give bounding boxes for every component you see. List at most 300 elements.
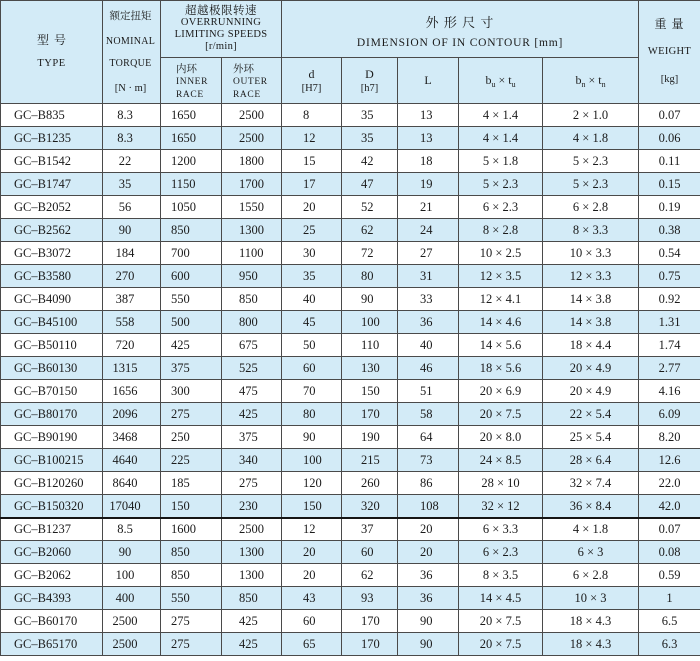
cell-outer-diameter-d: 100 xyxy=(342,311,398,334)
cell-keyway-bu-tu: 18 × 5.6 xyxy=(459,357,543,380)
cell-nominal-torque: 3468 xyxy=(103,426,161,449)
table-row xyxy=(1,173,700,196)
table-row xyxy=(1,265,700,288)
cell-weight: 0.38 xyxy=(639,219,700,242)
cell-keyway-bu-tu: 14 × 4.6 xyxy=(459,311,543,334)
header-speeds-zh: 超越极限转速 xyxy=(185,5,257,17)
cell-length-l: 36 xyxy=(398,587,459,610)
table-row xyxy=(1,472,700,495)
header-dimension-en: DIMENSION OF IN CONTOUR [mm] xyxy=(356,37,564,49)
header-tu-t: t xyxy=(508,72,512,87)
cell-nominal-torque: 35 xyxy=(103,173,161,196)
header-inner-en-1: INNER xyxy=(176,77,209,87)
cell-keyway-bu-tu: 20 × 6.9 xyxy=(459,380,543,403)
cell-weight: 1.74 xyxy=(639,334,700,357)
cell-bore-d: 50 xyxy=(282,334,342,357)
cell-keyway-bn-tn: 18 × 4.3 xyxy=(543,633,639,656)
cell-inner-race-speed: 1150 xyxy=(161,173,222,196)
cell-type: GC–B100215 xyxy=(1,449,103,472)
cell-keyway-bn-tn: 8 × 3.3 xyxy=(543,219,639,242)
cell-weight: 6.5 xyxy=(639,610,700,633)
cell-nominal-torque: 720 xyxy=(103,334,161,357)
header-weight-en: WEIGHT xyxy=(647,46,692,57)
cell-weight: 0.07 xyxy=(639,518,700,541)
cell-nominal-torque: 90 xyxy=(103,219,161,242)
header-nominal-torque xyxy=(103,1,161,104)
header-keyway-bn-tn xyxy=(543,58,639,104)
cell-bore-d: 30 xyxy=(282,242,342,265)
cell-keyway-bu-tu: 5 × 1.8 xyxy=(459,150,543,173)
header-tn-sub: n xyxy=(601,79,606,89)
cell-weight: 1.31 xyxy=(639,311,700,334)
cell-keyway-bu-tu: 6 × 2.3 xyxy=(459,196,543,219)
cell-nominal-torque: 2096 xyxy=(103,403,161,426)
cell-inner-race-speed: 700 xyxy=(161,242,222,265)
cell-bore-d: 70 xyxy=(282,380,342,403)
cell-outer-diameter-d: 130 xyxy=(342,357,398,380)
cell-weight: 0.11 xyxy=(639,150,700,173)
cell-keyway-bn-tn: 10 × 3.3 xyxy=(543,242,639,265)
cell-outer-diameter-d: 47 xyxy=(342,173,398,196)
cell-keyway-bu-tu: 10 × 2.5 xyxy=(459,242,543,265)
table-row xyxy=(1,449,700,472)
cell-bore-d: 80 xyxy=(282,403,342,426)
cell-length-l: 18 xyxy=(398,150,459,173)
header-outer-en-1: OUTER xyxy=(233,77,268,87)
cell-weight: 6.09 xyxy=(639,403,700,426)
cell-keyway-bn-tn: 20 × 4.9 xyxy=(543,357,639,380)
cell-length-l: 33 xyxy=(398,288,459,311)
header-speeds-en-1: OVERRUNNING xyxy=(180,17,262,28)
header-bu-b: b xyxy=(485,72,492,87)
cell-bore-d: 8 xyxy=(282,104,342,127)
cell-type: GC–B70150 xyxy=(1,380,103,403)
header-outer-diameter-d xyxy=(342,58,398,104)
header-type-en: TYPE xyxy=(37,58,66,69)
header-outer-zh: 外环 xyxy=(233,64,254,75)
cell-type: GC–B120260 xyxy=(1,472,103,495)
cell-length-l: 73 xyxy=(398,449,459,472)
cell-outer-diameter-d: 93 xyxy=(342,587,398,610)
table-row xyxy=(1,150,700,173)
header-bn-times: × xyxy=(588,72,596,87)
header-tn-t: t xyxy=(598,72,602,87)
cell-keyway-bn-tn: 36 × 8.4 xyxy=(543,495,639,518)
cell-keyway-bn-tn: 5 × 2.3 xyxy=(543,173,639,196)
cell-outer-race-speed: 1300 xyxy=(222,219,282,242)
cell-outer-race-speed: 1700 xyxy=(222,173,282,196)
cell-type: GC–B4393 xyxy=(1,587,103,610)
cell-length-l: 58 xyxy=(398,403,459,426)
cell-type: GC–B2062 xyxy=(1,564,103,587)
cell-inner-race-speed: 300 xyxy=(161,380,222,403)
cell-bore-d: 35 xyxy=(282,265,342,288)
cell-keyway-bn-tn: 6 × 3 xyxy=(543,541,639,564)
cell-outer-race-speed: 425 xyxy=(222,610,282,633)
cell-inner-race-speed: 375 xyxy=(161,357,222,380)
cell-length-l: 64 xyxy=(398,426,459,449)
cell-outer-race-speed: 1800 xyxy=(222,150,282,173)
cell-weight: 6.3 xyxy=(639,633,700,656)
table-row xyxy=(1,495,700,518)
cell-weight: 4.16 xyxy=(639,380,700,403)
cell-nominal-torque: 2500 xyxy=(103,610,161,633)
cell-keyway-bn-tn: 20 × 4.9 xyxy=(543,380,639,403)
cell-keyway-bn-tn: 14 × 3.8 xyxy=(543,288,639,311)
header-big-d-label: D xyxy=(365,67,374,81)
cell-keyway-bu-tu: 6 × 2.3 xyxy=(459,541,543,564)
cell-inner-race-speed: 1600 xyxy=(161,518,222,541)
cell-weight: 0.15 xyxy=(639,173,700,196)
cell-bore-d: 20 xyxy=(282,196,342,219)
cell-outer-race-speed: 675 xyxy=(222,334,282,357)
header-tu-sub: u xyxy=(511,79,516,89)
header-bn-b: b xyxy=(575,72,582,87)
table-row xyxy=(1,633,700,656)
cell-length-l: 46 xyxy=(398,357,459,380)
cell-length-l: 20 xyxy=(398,541,459,564)
header-length-l xyxy=(398,58,459,104)
cell-keyway-bn-tn: 5 × 2.3 xyxy=(543,150,639,173)
header-bn-sub: n xyxy=(581,79,586,89)
cell-keyway-bn-tn: 12 × 3.3 xyxy=(543,265,639,288)
header-row-top xyxy=(1,1,700,58)
cell-type: GC–B2052 xyxy=(1,196,103,219)
cell-inner-race-speed: 550 xyxy=(161,587,222,610)
header-torque-unit: [N · m] xyxy=(114,83,147,94)
table-row xyxy=(1,127,700,150)
cell-type: GC–B45100 xyxy=(1,311,103,334)
cell-weight: 12.6 xyxy=(639,449,700,472)
cell-inner-race-speed: 1650 xyxy=(161,104,222,127)
cell-outer-diameter-d: 170 xyxy=(342,610,398,633)
cell-type: GC–B3072 xyxy=(1,242,103,265)
cell-outer-diameter-d: 35 xyxy=(342,104,398,127)
cell-outer-race-speed: 2500 xyxy=(222,104,282,127)
cell-inner-race-speed: 250 xyxy=(161,426,222,449)
cell-bore-d: 60 xyxy=(282,610,342,633)
cell-bore-d: 43 xyxy=(282,587,342,610)
header-inner-race xyxy=(161,58,222,104)
cell-length-l: 13 xyxy=(398,104,459,127)
cell-inner-race-speed: 275 xyxy=(161,403,222,426)
cell-length-l: 24 xyxy=(398,219,459,242)
cell-keyway-bn-tn: 22 × 5.4 xyxy=(543,403,639,426)
table-row xyxy=(1,587,700,610)
cell-keyway-bu-tu: 8 × 3.5 xyxy=(459,564,543,587)
cell-outer-race-speed: 375 xyxy=(222,426,282,449)
cell-keyway-bu-tu: 12 × 3.5 xyxy=(459,265,543,288)
cell-nominal-torque: 56 xyxy=(103,196,161,219)
cell-outer-race-speed: 2500 xyxy=(222,518,282,541)
cell-bore-d: 25 xyxy=(282,219,342,242)
cell-outer-race-speed: 475 xyxy=(222,380,282,403)
cell-weight: 0.75 xyxy=(639,265,700,288)
cell-outer-race-speed: 1100 xyxy=(222,242,282,265)
header-l-label: L xyxy=(424,73,432,87)
cell-weight: 22.0 xyxy=(639,472,700,495)
cell-outer-diameter-d: 215 xyxy=(342,449,398,472)
cell-nominal-torque: 17040 xyxy=(103,495,161,518)
cell-keyway-bu-tu: 6 × 3.3 xyxy=(459,518,543,541)
table-row xyxy=(1,380,700,403)
header-weight-zh: 重 量 xyxy=(654,17,685,31)
cell-bore-d: 15 xyxy=(282,150,342,173)
table-row xyxy=(1,564,700,587)
cell-type: GC–B1747 xyxy=(1,173,103,196)
cell-weight: 8.20 xyxy=(639,426,700,449)
cell-type: GC–B3580 xyxy=(1,265,103,288)
cell-inner-race-speed: 225 xyxy=(161,449,222,472)
cell-bore-d: 100 xyxy=(282,449,342,472)
cell-type: GC–B80170 xyxy=(1,403,103,426)
cell-outer-race-speed: 950 xyxy=(222,265,282,288)
cell-keyway-bn-tn: 28 × 6.4 xyxy=(543,449,639,472)
cell-keyway-bn-tn: 18 × 4.3 xyxy=(543,610,639,633)
cell-outer-race-speed: 2500 xyxy=(222,127,282,150)
cell-keyway-bn-tn: 32 × 7.4 xyxy=(543,472,639,495)
header-d-label: d xyxy=(308,67,315,81)
cell-keyway-bu-tu: 24 × 8.5 xyxy=(459,449,543,472)
cell-bore-d: 150 xyxy=(282,495,342,518)
cell-keyway-bu-tu: 20 × 7.5 xyxy=(459,403,543,426)
cell-nominal-torque: 8.3 xyxy=(103,127,161,150)
table-row xyxy=(1,242,700,265)
cell-outer-race-speed: 340 xyxy=(222,449,282,472)
cell-outer-diameter-d: 320 xyxy=(342,495,398,518)
cell-length-l: 31 xyxy=(398,265,459,288)
header-d-tolerance: [H7] xyxy=(301,83,322,94)
table-row xyxy=(1,196,700,219)
cell-outer-diameter-d: 170 xyxy=(342,633,398,656)
cell-nominal-torque: 1656 xyxy=(103,380,161,403)
cell-keyway-bn-tn: 4 × 1.8 xyxy=(543,518,639,541)
header-dimension xyxy=(282,1,639,58)
table-row xyxy=(1,311,700,334)
cell-outer-diameter-d: 190 xyxy=(342,426,398,449)
cell-bore-d: 20 xyxy=(282,564,342,587)
table-header xyxy=(1,1,700,104)
table-row xyxy=(1,288,700,311)
cell-outer-diameter-d: 150 xyxy=(342,380,398,403)
cell-weight: 0.59 xyxy=(639,564,700,587)
cell-outer-diameter-d: 60 xyxy=(342,541,398,564)
cell-length-l: 13 xyxy=(398,127,459,150)
cell-keyway-bn-tn: 18 × 4.4 xyxy=(543,334,639,357)
cell-keyway-bu-tu: 8 × 2.8 xyxy=(459,219,543,242)
cell-keyway-bu-tu: 5 × 2.3 xyxy=(459,173,543,196)
cell-keyway-bu-tu: 4 × 1.4 xyxy=(459,104,543,127)
header-weight-unit: [kg] xyxy=(660,74,679,85)
cell-keyway-bn-tn: 10 × 3 xyxy=(543,587,639,610)
cell-outer-diameter-d: 37 xyxy=(342,518,398,541)
header-outer-race xyxy=(222,58,282,104)
header-dimension-zh: 外 形 尺 寸 xyxy=(425,15,495,30)
cell-bore-d: 65 xyxy=(282,633,342,656)
cell-length-l: 108 xyxy=(398,495,459,518)
cell-bore-d: 20 xyxy=(282,541,342,564)
cell-weight: 1 xyxy=(639,587,700,610)
table-row xyxy=(1,104,700,127)
cell-nominal-torque: 8640 xyxy=(103,472,161,495)
cell-length-l: 21 xyxy=(398,196,459,219)
header-torque-en-2: TORQUE xyxy=(109,58,152,69)
cell-weight: 2.77 xyxy=(639,357,700,380)
cell-nominal-torque: 1315 xyxy=(103,357,161,380)
cell-inner-race-speed: 850 xyxy=(161,219,222,242)
cell-type: GC–B60130 xyxy=(1,357,103,380)
cell-outer-race-speed: 425 xyxy=(222,633,282,656)
table-row xyxy=(1,403,700,426)
cell-length-l: 40 xyxy=(398,334,459,357)
cell-type: GC–B60170 xyxy=(1,610,103,633)
cell-keyway-bu-tu: 20 × 7.5 xyxy=(459,633,543,656)
cell-nominal-torque: 90 xyxy=(103,541,161,564)
header-bu-sub: u xyxy=(491,79,496,89)
cell-bore-d: 17 xyxy=(282,173,342,196)
header-speeds-en-2: LIMITING SPEEDS xyxy=(174,29,268,40)
cell-keyway-bn-tn: 2 × 1.0 xyxy=(543,104,639,127)
cell-length-l: 20 xyxy=(398,518,459,541)
cell-bore-d: 60 xyxy=(282,357,342,380)
cell-inner-race-speed: 185 xyxy=(161,472,222,495)
table-body xyxy=(1,104,700,656)
header-type-zh: 型号 xyxy=(36,33,71,47)
cell-outer-race-speed: 1300 xyxy=(222,541,282,564)
cell-outer-race-speed: 850 xyxy=(222,288,282,311)
cell-outer-race-speed: 425 xyxy=(222,403,282,426)
cell-length-l: 51 xyxy=(398,380,459,403)
header-keyway-bu-tu xyxy=(459,58,543,104)
cell-weight: 42.0 xyxy=(639,495,700,518)
header-bore-d xyxy=(282,58,342,104)
cell-type: GC–B2562 xyxy=(1,219,103,242)
cell-bore-d: 12 xyxy=(282,127,342,150)
cell-inner-race-speed: 850 xyxy=(161,541,222,564)
cell-keyway-bu-tu: 32 × 12 xyxy=(459,495,543,518)
cell-inner-race-speed: 1650 xyxy=(161,127,222,150)
cell-inner-race-speed: 600 xyxy=(161,265,222,288)
cell-keyway-bu-tu: 14 × 5.6 xyxy=(459,334,543,357)
cell-outer-diameter-d: 90 xyxy=(342,288,398,311)
cell-bore-d: 45 xyxy=(282,311,342,334)
cell-outer-diameter-d: 170 xyxy=(342,403,398,426)
cell-keyway-bu-tu: 14 × 4.5 xyxy=(459,587,543,610)
cell-outer-race-speed: 800 xyxy=(222,311,282,334)
cell-inner-race-speed: 275 xyxy=(161,633,222,656)
header-torque-en-1: NOMINAL xyxy=(105,36,156,47)
cell-outer-race-speed: 1550 xyxy=(222,196,282,219)
cell-type: GC–B835 xyxy=(1,104,103,127)
cell-length-l: 19 xyxy=(398,173,459,196)
cell-weight: 0.19 xyxy=(639,196,700,219)
cell-type: GC–B1235 xyxy=(1,127,103,150)
cell-type: GC–B2060 xyxy=(1,541,103,564)
cell-nominal-torque: 8.3 xyxy=(103,104,161,127)
cell-keyway-bu-tu: 4 × 1.4 xyxy=(459,127,543,150)
table-row xyxy=(1,518,700,541)
header-outer-en-2: RACE xyxy=(233,90,261,100)
header-big-d-tolerance: [h7] xyxy=(360,83,379,94)
cell-outer-diameter-d: 260 xyxy=(342,472,398,495)
header-type xyxy=(1,1,103,104)
header-torque-zh: 额定扭矩 xyxy=(109,11,152,22)
cell-length-l: 86 xyxy=(398,472,459,495)
cell-nominal-torque: 184 xyxy=(103,242,161,265)
cell-weight: 0.07 xyxy=(639,104,700,127)
cell-outer-diameter-d: 62 xyxy=(342,219,398,242)
cell-outer-race-speed: 275 xyxy=(222,472,282,495)
header-weight xyxy=(639,1,700,104)
table-row xyxy=(1,334,700,357)
cell-length-l: 36 xyxy=(398,564,459,587)
cell-length-l: 27 xyxy=(398,242,459,265)
cell-type: GC–B1542 xyxy=(1,150,103,173)
table-row xyxy=(1,610,700,633)
cell-nominal-torque: 100 xyxy=(103,564,161,587)
cell-nominal-torque: 387 xyxy=(103,288,161,311)
cell-outer-diameter-d: 72 xyxy=(342,242,398,265)
cell-inner-race-speed: 425 xyxy=(161,334,222,357)
cell-outer-diameter-d: 62 xyxy=(342,564,398,587)
header-overrunning-speeds xyxy=(161,1,282,58)
cell-inner-race-speed: 150 xyxy=(161,495,222,518)
cell-keyway-bn-tn: 14 × 3.8 xyxy=(543,311,639,334)
table-row xyxy=(1,219,700,242)
cell-length-l: 90 xyxy=(398,633,459,656)
cell-bore-d: 12 xyxy=(282,518,342,541)
cell-keyway-bn-tn: 4 × 1.8 xyxy=(543,127,639,150)
cell-outer-race-speed: 525 xyxy=(222,357,282,380)
cell-keyway-bu-tu: 12 × 4.1 xyxy=(459,288,543,311)
cell-outer-diameter-d: 110 xyxy=(342,334,398,357)
header-inner-en-2: RACE xyxy=(176,90,204,100)
cell-nominal-torque: 558 xyxy=(103,311,161,334)
table-row xyxy=(1,357,700,380)
cell-inner-race-speed: 500 xyxy=(161,311,222,334)
cell-weight: 0.92 xyxy=(639,288,700,311)
cell-length-l: 36 xyxy=(398,311,459,334)
cell-nominal-torque: 2500 xyxy=(103,633,161,656)
cell-type: GC–B50110 xyxy=(1,334,103,357)
cell-length-l: 90 xyxy=(398,610,459,633)
cell-keyway-bn-tn: 6 × 2.8 xyxy=(543,564,639,587)
cell-inner-race-speed: 275 xyxy=(161,610,222,633)
cell-outer-diameter-d: 80 xyxy=(342,265,398,288)
cell-type: GC–B150320 xyxy=(1,495,103,518)
cell-weight: 0.54 xyxy=(639,242,700,265)
cell-nominal-torque: 8.5 xyxy=(103,518,161,541)
cell-outer-diameter-d: 52 xyxy=(342,196,398,219)
cell-weight: 0.06 xyxy=(639,127,700,150)
table-row xyxy=(1,426,700,449)
cell-outer-diameter-d: 35 xyxy=(342,127,398,150)
cell-inner-race-speed: 1050 xyxy=(161,196,222,219)
header-inner-zh: 内环 xyxy=(176,64,197,75)
cell-outer-diameter-d: 42 xyxy=(342,150,398,173)
cell-inner-race-speed: 550 xyxy=(161,288,222,311)
table-row xyxy=(1,541,700,564)
cell-inner-race-speed: 1200 xyxy=(161,150,222,173)
cell-type: GC–B65170 xyxy=(1,633,103,656)
cell-bore-d: 90 xyxy=(282,426,342,449)
cell-keyway-bu-tu: 28 × 10 xyxy=(459,472,543,495)
cell-keyway-bu-tu: 20 × 7.5 xyxy=(459,610,543,633)
cell-nominal-torque: 22 xyxy=(103,150,161,173)
cell-outer-race-speed: 850 xyxy=(222,587,282,610)
cell-keyway-bn-tn: 25 × 5.4 xyxy=(543,426,639,449)
cell-keyway-bn-tn: 6 × 2.8 xyxy=(543,196,639,219)
